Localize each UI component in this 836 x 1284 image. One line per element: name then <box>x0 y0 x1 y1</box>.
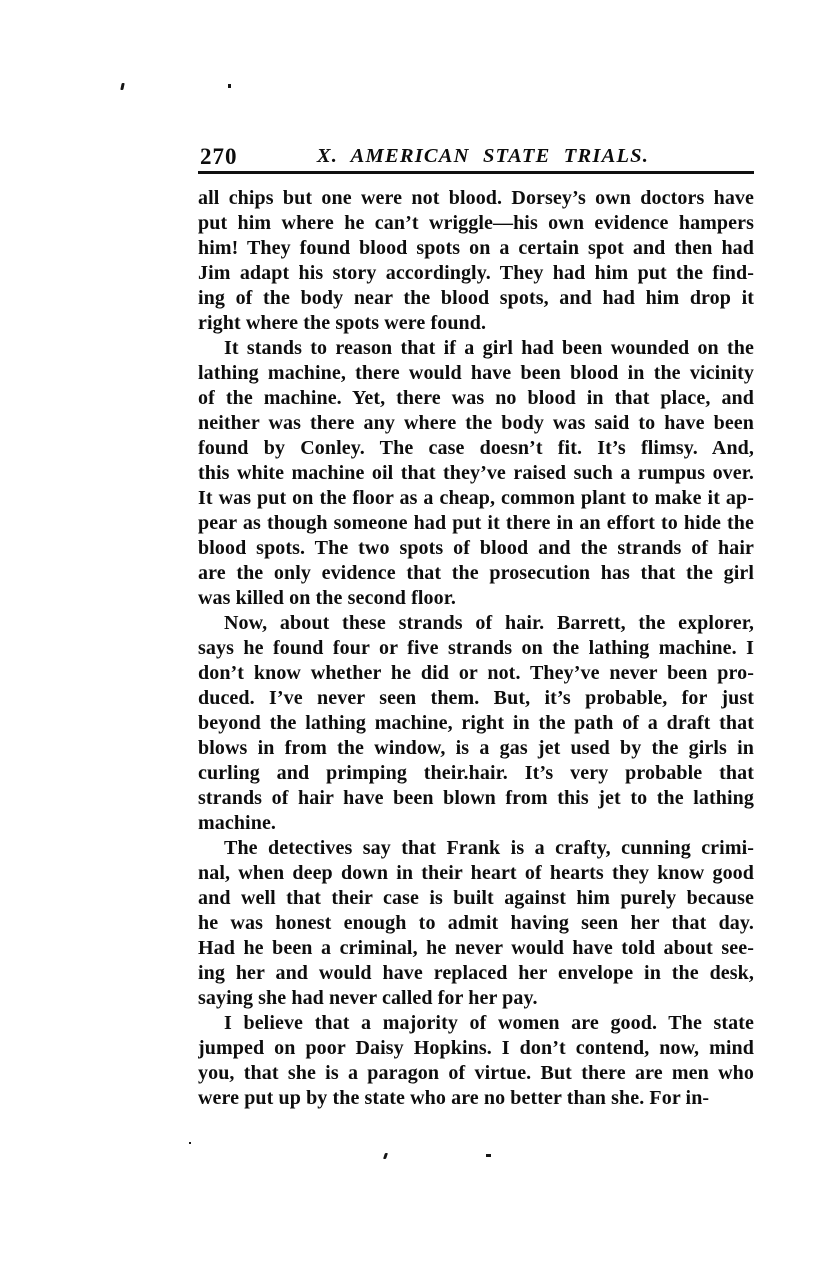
scan-artifact <box>228 84 231 88</box>
text-line: blows in from the window, is a gas jet used by the girls in <box>198 737 754 759</box>
text-line: he was honest enough to admit having seen her that day. <box>198 912 754 934</box>
text-line: was killed on the second floor. <box>198 587 456 609</box>
text-line: machine. <box>198 812 277 834</box>
text-line: It was put on the floor as a cheap, common plant to make it ap- <box>198 487 754 509</box>
text-line: The detectives say that Frank is a crafty, cunning crimi- <box>224 837 754 859</box>
paragraph <box>198 611 754 836</box>
text-line: found by Conley. The case doesn’t fit. It’s flimsy. And, <box>198 437 754 459</box>
text-line: duced. I’ve never seen them. But, it’s probable, for just <box>198 687 754 709</box>
text-line: this white machine oil that they’ve raised such a rumpus over. <box>198 462 754 484</box>
text-line: lathing machine, there would have been blood in the vicinity <box>198 362 754 384</box>
text-line: Had he been a criminal, he never would have told about see- <box>198 937 754 959</box>
text-line: It stands to reason that if a girl had been wounded on the <box>224 337 754 359</box>
text-line: were put up by the state who are no better than she. For in- <box>198 1087 710 1109</box>
paragraph <box>198 836 754 1011</box>
text-line: says he found four or five strands on the lathing machine. I <box>198 637 754 659</box>
paragraph <box>198 336 754 611</box>
text-line: all chips but one were not blood. Dorsey’s own doctors have <box>198 187 754 209</box>
text-line: saying she had never called for her pay. <box>198 987 538 1009</box>
text-line: pear as though someone had put it there in an effort to hide the <box>198 512 754 534</box>
text-line: are the only evidence that the prosecution has that the girl <box>198 562 754 584</box>
running-header <box>198 144 754 170</box>
text-line: you, that she is a paragon of virtue. But there are men who <box>198 1062 754 1084</box>
paragraph <box>198 1011 754 1111</box>
text-line: ing of the body near the blood spots, and had him drop it <box>198 287 754 309</box>
page-number: 270 <box>200 144 238 169</box>
text-line: ing her and would have replaced her envelope in the desk, <box>198 962 754 984</box>
text-block <box>198 186 754 1111</box>
text-line: strands of hair have been blown from this jet to the lathing <box>198 787 754 809</box>
scan-artifact <box>189 1142 191 1144</box>
text-line: I believe that a majority of women are good. The state <box>224 1012 754 1034</box>
text-line: Jim adapt his story accordingly. They had him put the find- <box>198 262 754 284</box>
text-line: put him where he can’t wriggle—his own evidence hampers <box>198 212 754 234</box>
text-line: beyond the lathing machine, right in the path of a draft that <box>198 712 754 734</box>
text-line: Now, about these strands of hair. Barrett, the explorer, <box>224 612 754 634</box>
text-line: right where the spots were found. <box>198 312 487 334</box>
header-rule <box>198 171 754 174</box>
text-line: of the machine. Yet, there was no blood in that place, and <box>198 387 754 409</box>
running-title: X. AMERICAN STATE TRIALS. <box>316 145 650 167</box>
text-line: jumped on poor Daisy Hopkins. I don’t contend, now, mind <box>198 1037 754 1059</box>
text-line: and well that their case is built against him purely because <box>198 887 754 909</box>
paragraph <box>198 186 754 336</box>
text-line: curling and primping their.hair. It’s very probable that <box>198 762 754 784</box>
text-line: him! They found blood spots on a certain spot and then had <box>198 237 754 259</box>
text-line: blood spots. The two spots of blood and the strands of hair <box>198 537 754 559</box>
text-line: nal, when deep down in their heart of hearts they know good <box>198 862 754 884</box>
text-line: neither was there any where the body was said to have been <box>198 412 754 434</box>
scan-artifact <box>486 1154 491 1157</box>
text-line: don’t know whether he did or not. They’ve never been pro- <box>198 662 754 684</box>
scan-artifact <box>120 83 124 90</box>
scan-artifact <box>383 1153 388 1159</box>
